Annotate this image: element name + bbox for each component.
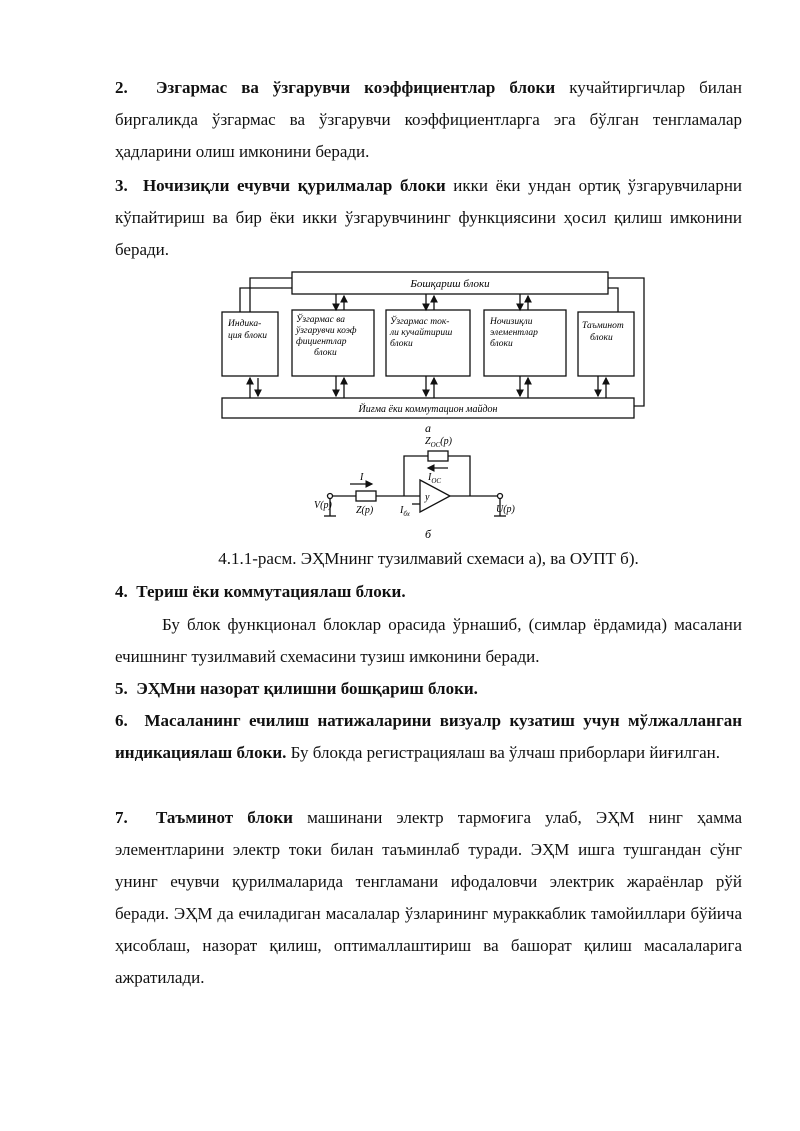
indication-line-1: Индика-	[228, 319, 262, 329]
i-label: I	[360, 472, 364, 483]
power-line-1: Таъминот	[582, 321, 624, 331]
ioc-label: $I_{OC}$	[428, 472, 442, 485]
section-7-heading: Таъминот блоки	[156, 808, 293, 827]
diagram-b-label: б	[424, 527, 432, 541]
section-6-number: 6.	[115, 711, 128, 730]
section-2-heading: Эзгармас ва ўзгарувчи коэффициентлар блоки	[155, 78, 556, 97]
section-3-number: 3.	[115, 176, 128, 195]
u-label: U(p)	[496, 504, 515, 515]
z-label: Z(p)	[356, 505, 374, 516]
section-4-number: 4.	[115, 582, 128, 601]
section-6	[115, 705, 742, 769]
section-4	[115, 576, 742, 608]
section-3	[115, 170, 742, 266]
commutation-field-label: Йиғма ёки коммутацион майдон	[358, 404, 498, 415]
section-4-body: Бу блок функционал блоклар орасида ўрнашиб, (симлар ёрдамида) масалани ечишнинг тузилмавий схемасини тузиш имконини беради.	[115, 615, 742, 666]
figure-caption: 4.1.1-расм. ЭҲМнинг тузилмавий схемаси а), ва ОУПТ б).	[218, 549, 639, 568]
power-line-2: блоки	[590, 333, 613, 343]
section-7-number: 7.	[115, 808, 128, 827]
amplifier-line-1: Ўзгармас ток-	[390, 317, 450, 327]
ibx-label: $I_{бх}$	[400, 505, 410, 518]
section-5-number: 5.	[115, 679, 128, 698]
section-2-text: кучайтиргичлар билан биргаликда ўзгармас ва ўзгарувчи коэффициентларга эга бўлган тенгламалар ҳадларини олиш имконини беради.	[115, 78, 743, 161]
section-5	[115, 673, 742, 705]
amplifier-line-3: блоки	[390, 339, 413, 349]
vin-label: V(p)	[314, 500, 332, 511]
amplifier-line-2: ли кучайтириш	[390, 328, 453, 338]
zoc-label: $Z_{OC}(p)$	[425, 436, 452, 449]
section-5-heading: ЭҲМни назорат қилишни бошқариш блоки.	[136, 679, 478, 698]
coefficients-line-3: фициентлар	[296, 337, 347, 347]
coefficients-line-4: блоки	[314, 348, 337, 358]
nonlinear-line-2: элементлар	[490, 328, 538, 338]
section-7	[115, 802, 742, 994]
nonlinear-line-1: Ночизиқли	[490, 317, 533, 327]
section-6-heading: Масаланинг ечилиш натижаларини визуалр кузатиш учун мўлжалланган индикациялаш блоки.	[115, 711, 742, 762]
section-4-heading: Териш ёки коммутациялаш блоки.	[136, 582, 406, 601]
section-3-heading: Ночизиқли ечувчи қурилмалар блоки	[142, 176, 446, 195]
section-7-text: машинани электр тармоғига улаб, ЭҲМ нинг ҳамма элементларини электр токи билан таъминлаб туради. ЭҲМ ишга тушгандан сўнг унинг ечувчи қурилмаларида тенгламани ифодаловчи электрик жараёнлар рўй беради. ЭҲМ да ечиладиган масалалар ўзларининг мураккаблик тамойиллари бўйича ҳисоблаш, назорат қилиш, оптималлаштириш ва башорат қилиш масалаларига ажратилади.	[115, 808, 743, 987]
section-3-text: икки ёки ундан ортиқ ўзгарувчиларни кўпайтириш ва бир ёки икки ўзгарувчининг функциясини ҳосил қилиш имконини беради.	[115, 176, 743, 259]
control-block-label: Бошқариш блоки	[410, 278, 490, 290]
section-2-number: 2.	[115, 78, 128, 97]
diagram-a-label: а	[425, 421, 431, 435]
nonlinear-line-3: блоки	[490, 339, 513, 349]
figure-block-diagram	[0, 268, 800, 548]
section-6-text: Бу блокда регистрациялаш ва ўлчаш приборлари йиғилган.	[290, 743, 721, 762]
coefficients-line-1: Ўзгармас ва	[296, 315, 346, 325]
coefficients-line-2: ўзгарувчи коэф	[296, 326, 357, 336]
section-2	[115, 72, 742, 168]
y-label: y	[425, 492, 430, 503]
indication-line-2: ция блоки	[228, 331, 268, 341]
